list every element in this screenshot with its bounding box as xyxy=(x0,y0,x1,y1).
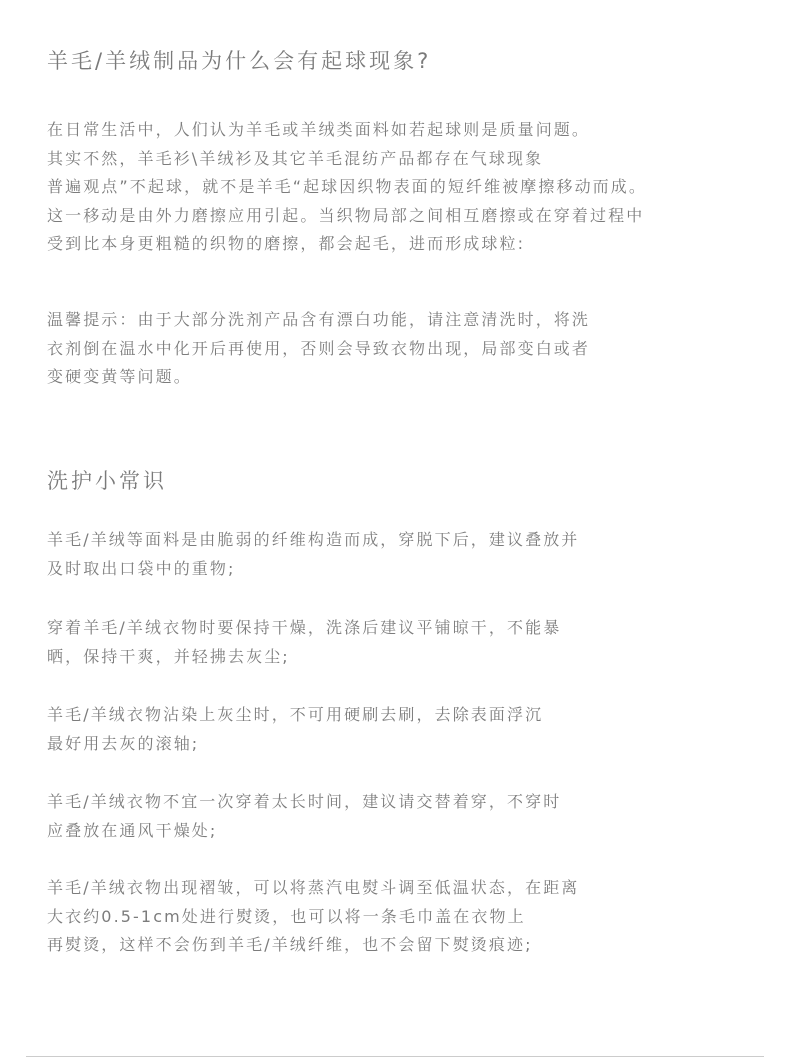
text-line: 晒，保持干爽，并轻拂去灰尘; xyxy=(47,646,290,666)
care-tips-title: 洗护小常识 xyxy=(47,469,167,493)
bottom-divider xyxy=(26,1056,764,1057)
text-line: 温馨提示：由于大部分洗剂产品含有漂白功能，请注意清洗时，将洗 xyxy=(47,310,591,329)
text-line: 衣剂倒在温水中化开后再使用，否则会导致衣物出现，局部变白或者 xyxy=(47,338,591,358)
text-line: 大衣约0.5-1cm处进行熨烫，也可以将一条毛巾盖在衣物上 xyxy=(47,906,526,926)
pilling-explanation-paragraph xyxy=(47,116,647,259)
care-tip-item xyxy=(47,701,543,758)
text-line: 应叠放在通风干燥处; xyxy=(47,820,218,840)
text-line: 受到比本身更粗糙的织物的磨擦，都会起毛，进而形成球粒: xyxy=(47,234,526,253)
text-line: 再熨烫，这样不会伤到羊毛/羊绒纤维，也不会留下熨烫痕迹; xyxy=(47,935,533,954)
text-line: 羊毛/羊绒衣物出现褶皱，可以将蒸汽电熨斗调至低温状态，在距离 xyxy=(47,878,580,897)
text-line: 在日常生活中，人们认为羊毛或羊绒类面料如若起球则是质量问题。 xyxy=(47,120,591,139)
warm-tip-paragraph xyxy=(47,306,590,392)
pilling-question-title: 羊毛/羊绒制品为什么会有起球现象? xyxy=(47,49,432,73)
text-line: 其实不然，羊毛衫\羊绒衫及其它羊毛混纺产品都存在气球现象 xyxy=(47,148,544,168)
care-tip-item xyxy=(47,788,561,845)
text-line: 羊毛/羊绒衣物沾染上灰尘时，不可用硬刷去刷，去除表面浮沉 xyxy=(47,705,544,724)
care-tip-item xyxy=(47,874,579,960)
care-tip-item xyxy=(47,614,561,671)
care-tip-item xyxy=(47,526,579,583)
text-line: 穿着羊毛/羊绒衣物时要保持干燥，洗涤后建议平铺晾干，不能暴 xyxy=(47,618,562,637)
text-line: 羊毛/羊绒衣物不宜一次穿着太长时间，建议请交替着穿，不穿时 xyxy=(47,792,562,811)
text-line: 羊毛/羊绒等面料是由脆弱的纤维构造而成，穿脱下后，建议叠放并 xyxy=(47,530,580,549)
text-line: 这一移动是由外力磨擦应用引起。当织物局部之间相互磨擦或在穿着过程中 xyxy=(47,205,645,225)
text-line: 最好用去灰的滚轴; xyxy=(47,733,200,753)
text-line: 及时取出口袋中的重物; xyxy=(47,558,236,578)
text-line: 普遍观点”不起球，就不是羊毛“起球因织物表面的短纤维被摩擦移动而成。 xyxy=(47,177,647,196)
text-line: 变硬变黄等问题。 xyxy=(47,367,192,386)
